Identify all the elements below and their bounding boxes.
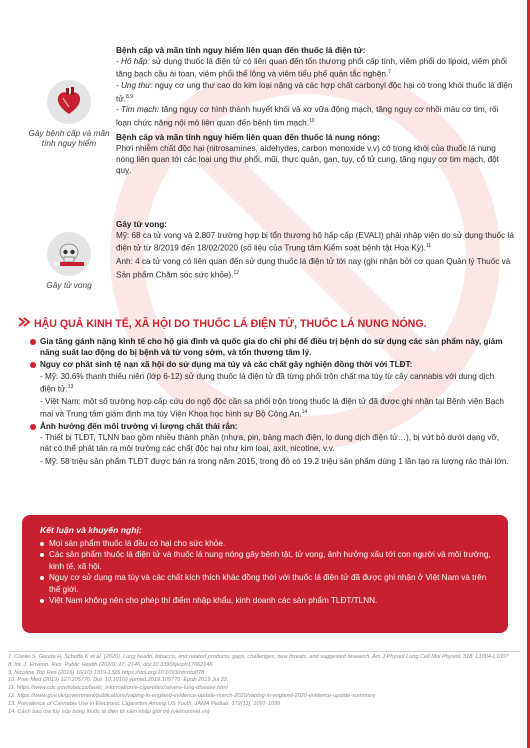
chevron-right-icon xyxy=(18,317,30,330)
cardio-paragraph: - Tim mạch: tăng nguy cơ hình thành huyết khối và xơ vữa động mạch, tăng nguy cơ nhồi máu cơ tim, rối loạn chức năng nội mô liên quan đến bệnh tim mạch.$^{10}$ xyxy=(116,105,499,128)
reference-item: 14. Cảnh báo ma túy núp bóng thuốc lá điện tử xâm nhập giới trẻ (vietnamnet.vn) xyxy=(8,708,210,715)
references xyxy=(8,654,520,716)
cancer-paragraph: - Ung thư: nguy cơ ung thư cao do kim loại nặng và các hợp chất carbonyl độc hại có trong khói thuốc lá điện tử.$^{8,9}$ xyxy=(116,81,513,104)
skull-icon-group xyxy=(28,232,110,290)
reference-item: 9. Nicotine Tob Res (2016) 16(10):1319-1326 https://doi.org/10.1093/ntr/ntu078 xyxy=(8,669,205,676)
references-divider xyxy=(8,651,520,652)
econ-bullet-environment: Ảnh hưởng đến môi trường vì lượng chất thải rắn: xyxy=(30,421,510,432)
heart-icon-group xyxy=(28,80,110,148)
heart-icon xyxy=(47,80,91,124)
conclusion-item: Việt Nam không nên cho phép thí điểm nhập khẩu, kinh doanh các sản phẩm TLĐT/TLNN. xyxy=(40,595,494,606)
econ-bullet-burden: Gia tăng gánh nặng kinh tế cho hộ gia đình và quốc gia do chi phí để điều trị bệnh do sử dụng các sản phẩm này, giảm năng suất lao động do bị bệnh và tử vong sớm, và tổn thương tâm lý. xyxy=(30,336,510,358)
reference-item: 11. https://www.cdc.gov/tobacco/basic_information/e-cigarettes/severe-lung-disease.html xyxy=(8,685,228,692)
skull-icon xyxy=(47,232,91,276)
disease-section xyxy=(116,45,514,176)
heading-ecig-disease: Bệnh cấp và mãn tính nguy hiểm liên quan đến thuốc lá điện tử: xyxy=(116,46,366,55)
economic-section xyxy=(30,336,510,467)
heading-death: Gây tử vong: xyxy=(116,220,167,229)
reference-item: 7. Clarke S, Gouda H, Schoffa K et al. (2020). Lung health, tobacco, and related products: gaps, challenges, new threats, and suggested research. Am J Physiol Lung Cell Mol Physiol. 318: L1004-L1007 xyxy=(8,654,509,660)
reference-item: 13. Prevalence of Cannabis Use in Electronic Cigarettes Among US Youth, JAMA Pediatr. 172(11), 1097-1099 xyxy=(8,700,281,707)
reference-item: 10. Prev Med (2019) 127:105770. Doi: 10.1016/j.ypmed.2019.105770. Epub 2019 Jul 22. xyxy=(8,677,229,684)
us-cannabis-paragraph: - Mỹ: 30.6% thanh thiếu niên (lớp 6-12) sử dụng thuốc lá điện tử đã từng phối trộn chất ma túy từ cây cannabis với dung dịch điện tử.$^{13}$ xyxy=(40,371,495,394)
uk-death-paragraph: Anh: 4 ca tử vong có liên quan đến sử dụng thuốc lá điện tử tới nay (ghi nhận bởi cơ quan Quản lý Thuốc và Sản phẩm Chăm sóc sức khỏe).$^{12}$ xyxy=(116,257,511,280)
conclusion-item: Các sản phẩm thuốc lá điện tử và thuốc lá nung nóng gây bệnh tật, tử vong, ảnh hưởng xấu tới con người và môi trường, kinh tế, xã hội. xyxy=(40,549,494,572)
heart-icon-caption: Gây bệnh cấp và mãn tính nguy hiểm xyxy=(28,128,110,148)
econ-bullet-drugs: Nguy cơ phát sinh tệ nạn xã hội do sử dụng ma túy và các chất gây nghiện đồng thời với TLĐT: xyxy=(30,359,510,370)
conclusion-item: Nguy cơ sử dụng ma túy và các chất kích thích khác đồng thời với thuốc lá điện tử đã được ghi nhận ở Việt Nam và trên thế giới. xyxy=(40,572,494,595)
conclusion-box xyxy=(22,515,508,633)
reference-item: 12. https://www.gov.uk/government/publications/vaping-in-england-evidence-update-march-2020/vaping-in-england-2020-evidence-update-summary xyxy=(8,692,376,699)
device-waste-paragraph: - Thiết bị TLĐT, TLNN bao gồm nhiều thành phần (nhựa, pin, bảng mạch điện, lọ dung dịch điện tử…), bị vứt bỏ dưới dạng vỡ, nát có thể phát tán ra môi trường các chất độc hại như kim loại, axit, nicotine, v.v. xyxy=(40,433,500,454)
us-death-paragraph: Mỹ: 68 ca tử vong và 2.807 trường hợp bị tổn thương hô hấp cấp (EVALI) phải nhập viện do sử dụng thuốc lá điện tử từ 8/2019 đến 18/02/2020 (số liệu của Trung tâm Kiểm soát bệnh tật Hoa Kỳ).$^{11}$ xyxy=(116,231,514,254)
conclusion-title: Kết luận và khuyến nghị: xyxy=(40,525,142,535)
section-title: HẬU QUẢ KINH TẾ, XÃ HỘI DO THUỐC LÁ ĐIỆN TỬ, THUỐC LÁ NUNG NÓNG. xyxy=(18,317,427,330)
death-section xyxy=(116,219,514,280)
heading-htp-disease: Bệnh cấp và mãn tính nguy hiểm liên quan đến thuốc lá nung nóng: xyxy=(116,132,380,142)
conclusion-item: Mọi sản phẩm thuốc lá đều có hại cho sức khỏe. xyxy=(40,538,494,549)
reference-item: 8. Int. J. Environ. Res. Public Health (2020), 17, 2146; doi:10.3390/ijerph17062146 xyxy=(8,661,213,668)
respiratory-paragraph: - Hô hấp: sử dụng thuốc lá điện tử có liên quan đến tổn thương phổi cấp tính, viêm phổi do lipoid, viêm phổi tăng bạch cầu ái toan, viêm phổi thể lông và viêm tiểu phế quản tắc nghẽn.$^7$ xyxy=(116,57,507,80)
skull-icon-caption: Gây tử vong xyxy=(46,280,92,290)
vn-cannabis-paragraph: - Việt Nam: một số trường hợp cấp cứu do ngộ độc cần sa phối trộn trong thuốc lá điện tử đã được ghi nhận tại Bệnh viện Bạch mai và Trung tâm giám định ma túy Viện Khoa học hình sự Bộ Công An.$^{14}$ xyxy=(40,396,504,419)
us-sales-paragraph: - Mỹ: 58 triệu sản phẩm TLĐT được bán ra trong năm 2015, trong đó có 19.2 triệu sản phẩm dùng 1 lần tạo ra lượng rác thải lớn. xyxy=(40,456,509,466)
htp-paragraph: Phơi nhiễm chất độc hại (nitrosamines, aldehydes, carbon monoxide v.v) có trong khói của thuốc lá nung nóng liên quan tới các loại ung thư phổi, mũi, thực quản, gan, tụy, cổ tử cung, tăng nguy cơ tim mạch, đột quỵ. xyxy=(116,143,499,176)
